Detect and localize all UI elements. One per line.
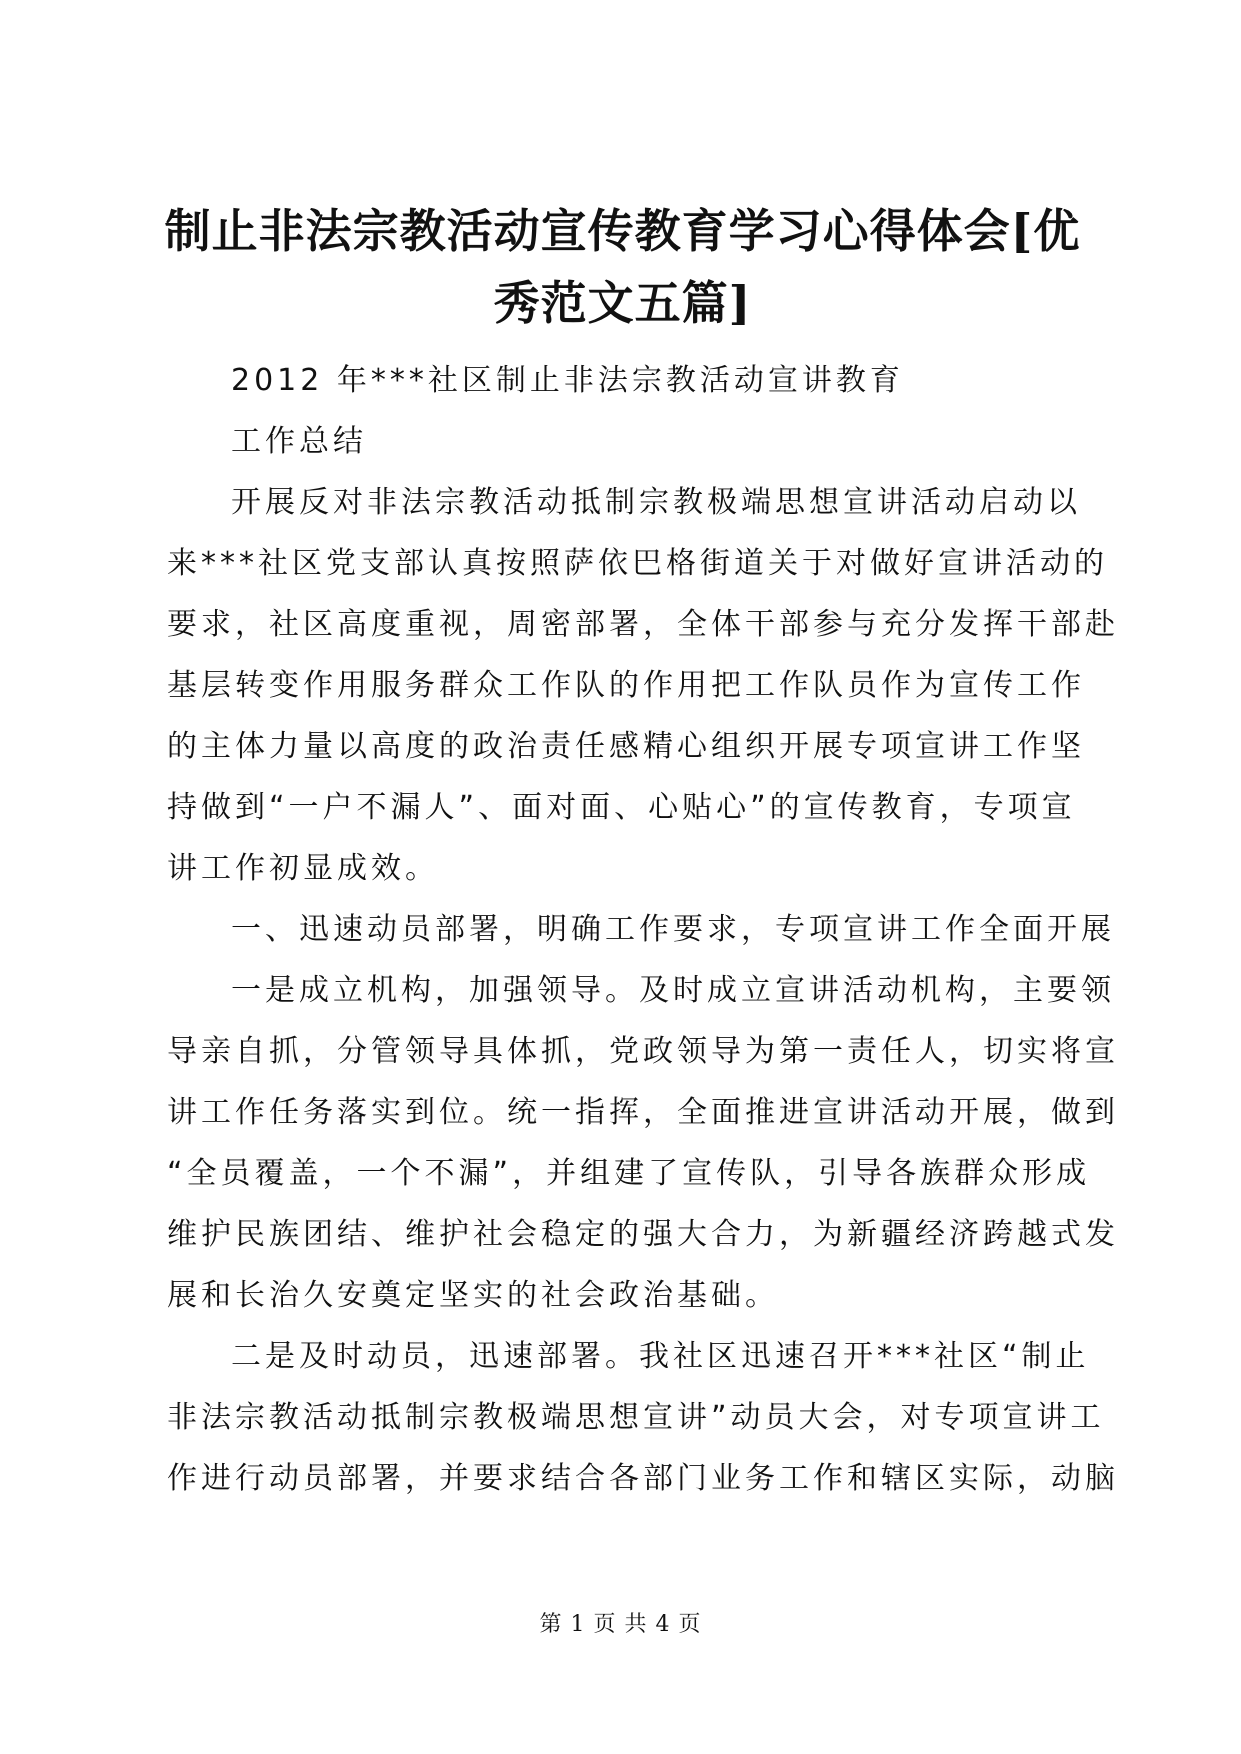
text-line: 开展反对非法宗教活动抵制宗教极端思想宣讲活动启动以 bbox=[231, 485, 1081, 520]
text-line: 一是成立机构，加强领导。及时成立宣讲活动机构，主要领 bbox=[231, 973, 1115, 1008]
text-line: 维护民族团结、维护社会稳定的强大合力，为新疆经济跨越式发 bbox=[167, 1217, 1119, 1252]
text-line: 非法宗教活动抵制宗教极端思想宣讲”动员大会，对专项宣讲工 bbox=[167, 1400, 1105, 1435]
text-line: 二是及时动员，迅速部署。我社区迅速召开***社区“制止 bbox=[231, 1339, 1090, 1374]
text-line: “全员覆盖，一个不漏”，并组建了宣传队，引导各族群众形成 bbox=[167, 1156, 1091, 1191]
text-line: 一、迅速动员部署，明确工作要求，专项宣讲工作全面开展 bbox=[231, 912, 1115, 947]
text-line: 作进行动员部署，并要求结合各部门业务工作和辖区实际，动脑 bbox=[167, 1461, 1119, 1496]
document-body bbox=[167, 350, 1119, 1509]
text-line: 讲工作初显成效。 bbox=[167, 851, 439, 886]
title-line-1: 制止非法宗教活动宣传教育学习心得体会[优 bbox=[164, 204, 1081, 258]
text-line: 导亲自抓，分管领导具体抓，党政领导为第一责任人，切实将宣 bbox=[167, 1034, 1119, 1069]
text-line: 讲工作任务落实到位。统一指挥，全面推进宣讲活动开展，做到 bbox=[167, 1095, 1119, 1130]
text-line: 展和长治久安奠定坚实的社会政治基础。 bbox=[167, 1278, 779, 1313]
text-line: 基层转变作用服务群众工作队的作用把工作队员作为宣传工作 bbox=[167, 668, 1085, 703]
text-line: 要求，社区高度重视，周密部署，全体干部参与充分发挥干部赴 bbox=[167, 607, 1119, 642]
page-footer: 第 1 页 共 4 页 bbox=[539, 1612, 702, 1637]
text-line: 工作总结 bbox=[231, 424, 367, 459]
text-line: 2012 年***社区制止非法宗教活动宣讲教育 bbox=[231, 363, 904, 398]
text-line: 的主体力量以高度的政治责任感精心组织开展专项宣讲工作坚 bbox=[167, 729, 1085, 764]
title-line-2: 秀范文五篇] bbox=[493, 276, 752, 330]
text-line: 持做到“一户不漏人”、面对面、心贴心”的宣传教育，专项宣 bbox=[167, 790, 1076, 825]
document-title bbox=[160, 195, 1085, 339]
text-line: 来***社区党支部认真按照萨依巴格街道关于对做好宣讲活动的 bbox=[167, 546, 1108, 581]
